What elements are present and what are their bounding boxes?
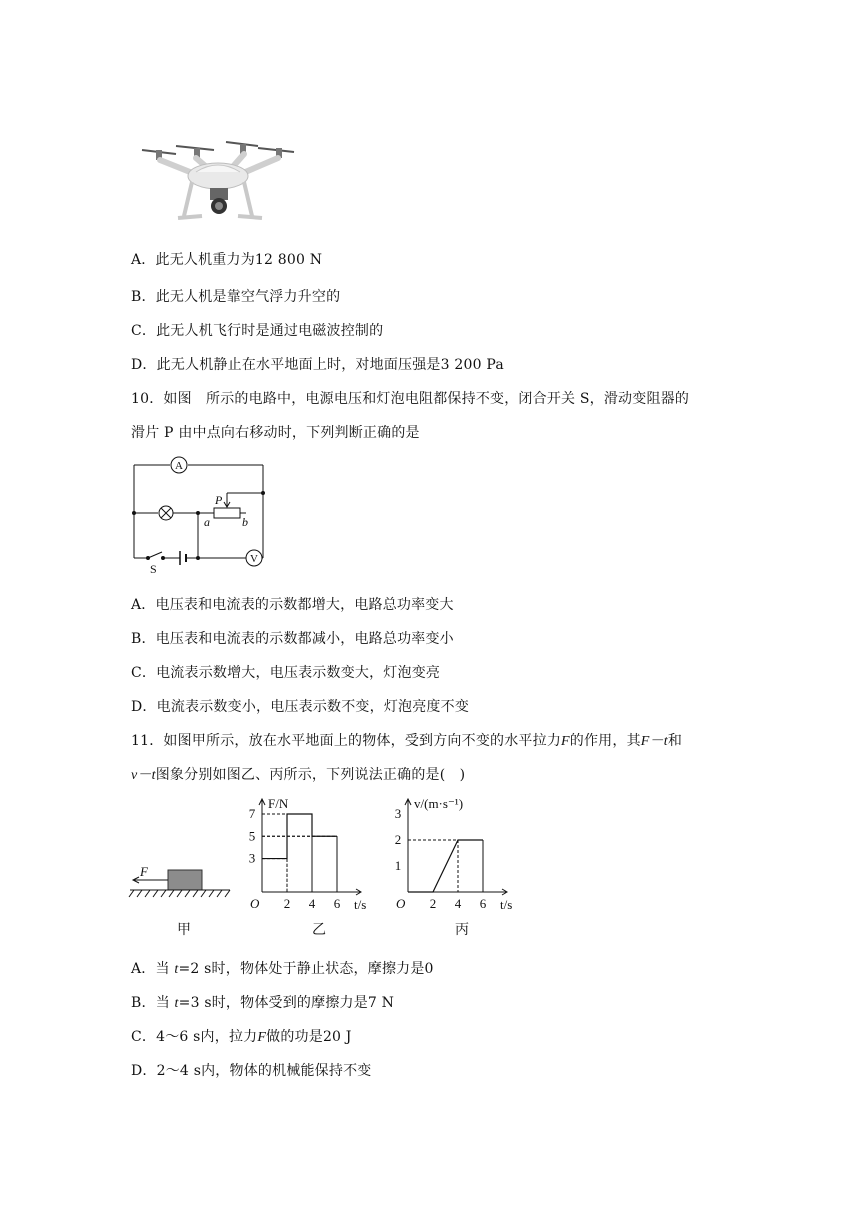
q11-option-b: B．当 t=3 s时，物体受到的摩擦力是7 N <box>131 995 395 1011</box>
q9-option-b: B．此无人机是靠空气浮力升空的 <box>131 289 341 305</box>
q11-stem-line1: 11．如图甲所示，放在水平地面上的物体，受到方向不变的水平拉力F的作用，其F－t和 <box>131 733 683 749</box>
rheostat-end-a: a <box>204 515 210 529</box>
q11-option-c: C．4～6 s内，拉力F做的功是20 J <box>131 1029 352 1045</box>
q11-option-a: A．当 t=2 s时，物体处于静止状态，摩擦力是0 <box>131 961 434 977</box>
v-t-ytick-label: 2 <box>394 832 402 847</box>
q11-option-d: D．2～4 s内，物体的机械能保持不变 <box>131 1063 372 1079</box>
q10-option-c: C．电流表示数增大，电压表示数变大，灯泡变亮 <box>131 665 441 681</box>
force-label: F <box>140 864 148 879</box>
ammeter-label: A <box>175 460 183 472</box>
v-t-xtick-label: 4 <box>454 896 462 911</box>
f-t-ytick-label: 5 <box>248 828 256 844</box>
q10-stem-line1: 10．如图 所示的电路中，电源电压和灯泡电阻都保持不变，闭合开关 S，滑动变阻器的 <box>131 391 690 407</box>
circuit-diagram <box>126 454 271 574</box>
f-t-xtick-label: 4 <box>308 896 316 911</box>
switch-label: S <box>150 562 157 574</box>
v-t-xtick-label: 6 <box>479 896 487 911</box>
q9-option-d: D．此无人机静止在水平地面上时，对地面压强是3 200 Pa <box>131 357 504 373</box>
v-t-xlabel: t/s <box>500 897 513 912</box>
q10-option-b: B．电压表和电流表的示数都减小，电路总功率变小 <box>131 631 454 647</box>
v-t-ytick-label: 3 <box>394 806 402 821</box>
voltmeter-label: V <box>250 553 258 565</box>
v-t-series-line <box>408 840 483 892</box>
v-t-origin: O <box>396 896 406 911</box>
q10-option-d: D．电流表示数变小，电压表示数不变，灯泡亮度不变 <box>131 699 470 715</box>
q10-stem-line2: 滑片 P 由中点向右移动时，下列判断正确的是 <box>131 425 420 441</box>
drone-image <box>140 136 296 226</box>
f-t-xlabel: t/s <box>354 897 367 912</box>
f-t-xtick-label: 6 <box>333 896 341 911</box>
slider-label: P <box>215 493 223 507</box>
q9-option-a: A．此无人机重力为12 800 N <box>131 252 323 268</box>
f-t-xtick-label: 2 <box>283 896 291 911</box>
f-t-ylabel: F/N <box>268 796 289 811</box>
q11-stem-line2: v－t图象分别如图乙、丙所示，下列说法正确的是( ) <box>131 767 466 783</box>
v-t-ytick-label: 1 <box>394 858 402 873</box>
f-t-chart <box>248 792 378 917</box>
v-t-ylabel: v/(m·s⁻¹) <box>414 796 464 811</box>
caption-bing: 丙 <box>455 922 469 938</box>
v-t-xtick-label: 2 <box>429 896 437 911</box>
figure-jia <box>126 862 236 902</box>
rheostat-end-b: b <box>242 515 248 529</box>
caption-yi: 乙 <box>312 922 326 938</box>
f-t-ytick-label: 3 <box>248 850 256 866</box>
f-t-ytick-label: 7 <box>248 806 256 821</box>
f-t-origin: O <box>250 896 260 911</box>
v-t-chart <box>394 792 524 917</box>
q9-option-c: C．此无人机飞行时是通过电磁波控制的 <box>131 323 384 339</box>
caption-jia: 甲 <box>177 922 191 938</box>
q10-option-a: A．电压表和电流表的示数都增大，电路总功率变大 <box>131 597 454 613</box>
